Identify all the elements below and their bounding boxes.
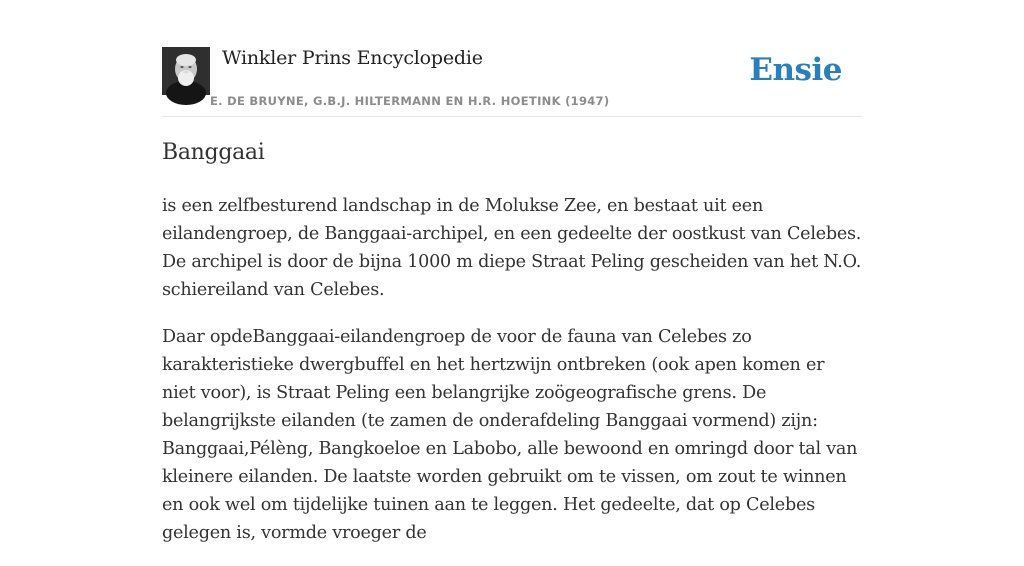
author-avatar[interactable] [162, 47, 210, 95]
source-title[interactable]: Winkler Prins Encyclopedie [222, 47, 483, 69]
article-paragraph: is een zelfbesturend landschap in de Molukse Zee, en bestaat uit een eilandengroep, de Banggaai-archipel, en een gedeelte der oostkust van Celebes. De archipel is door de bijna 1000 m diepe Straat Peling gescheiden van het N.O. schiereiland van Celebes. [162, 196, 862, 300]
article-paragraph: Daar opdeBanggaai-eilandengroep de voor de fauna van Celebes zo karakteristieke dwergbuffel en het hertzwijn ontbreken (ook apen komen er niet voor), is Straat Peling een belangrijke zoögeografische grens. De belangrijkste eilanden (te zamen de onderafdeling Banggaai vormend) zijn: Banggaai,Pélèng, Bangkoeloe en Labobo, alle bewoond en omringd door tal van kleinere eilanden. De laatste worden gebruikt om te vissen, om zout te winnen en ook wel om tijdelijke tuinen aan te leggen. Het gedeelte, dat op Celebes gelegen is, vormde vroeger de [162, 327, 858, 543]
article-title: Banggaai [162, 140, 265, 165]
source-authors: E. DE BRUYNE, G.B.J. HILTERMANN EN H.R. HOETINK (1947) [210, 94, 610, 108]
portrait-icon [162, 47, 210, 95]
source-header [162, 46, 862, 117]
ensie-logo-link[interactable]: Ensie [749, 52, 842, 88]
article-body [162, 192, 862, 566]
